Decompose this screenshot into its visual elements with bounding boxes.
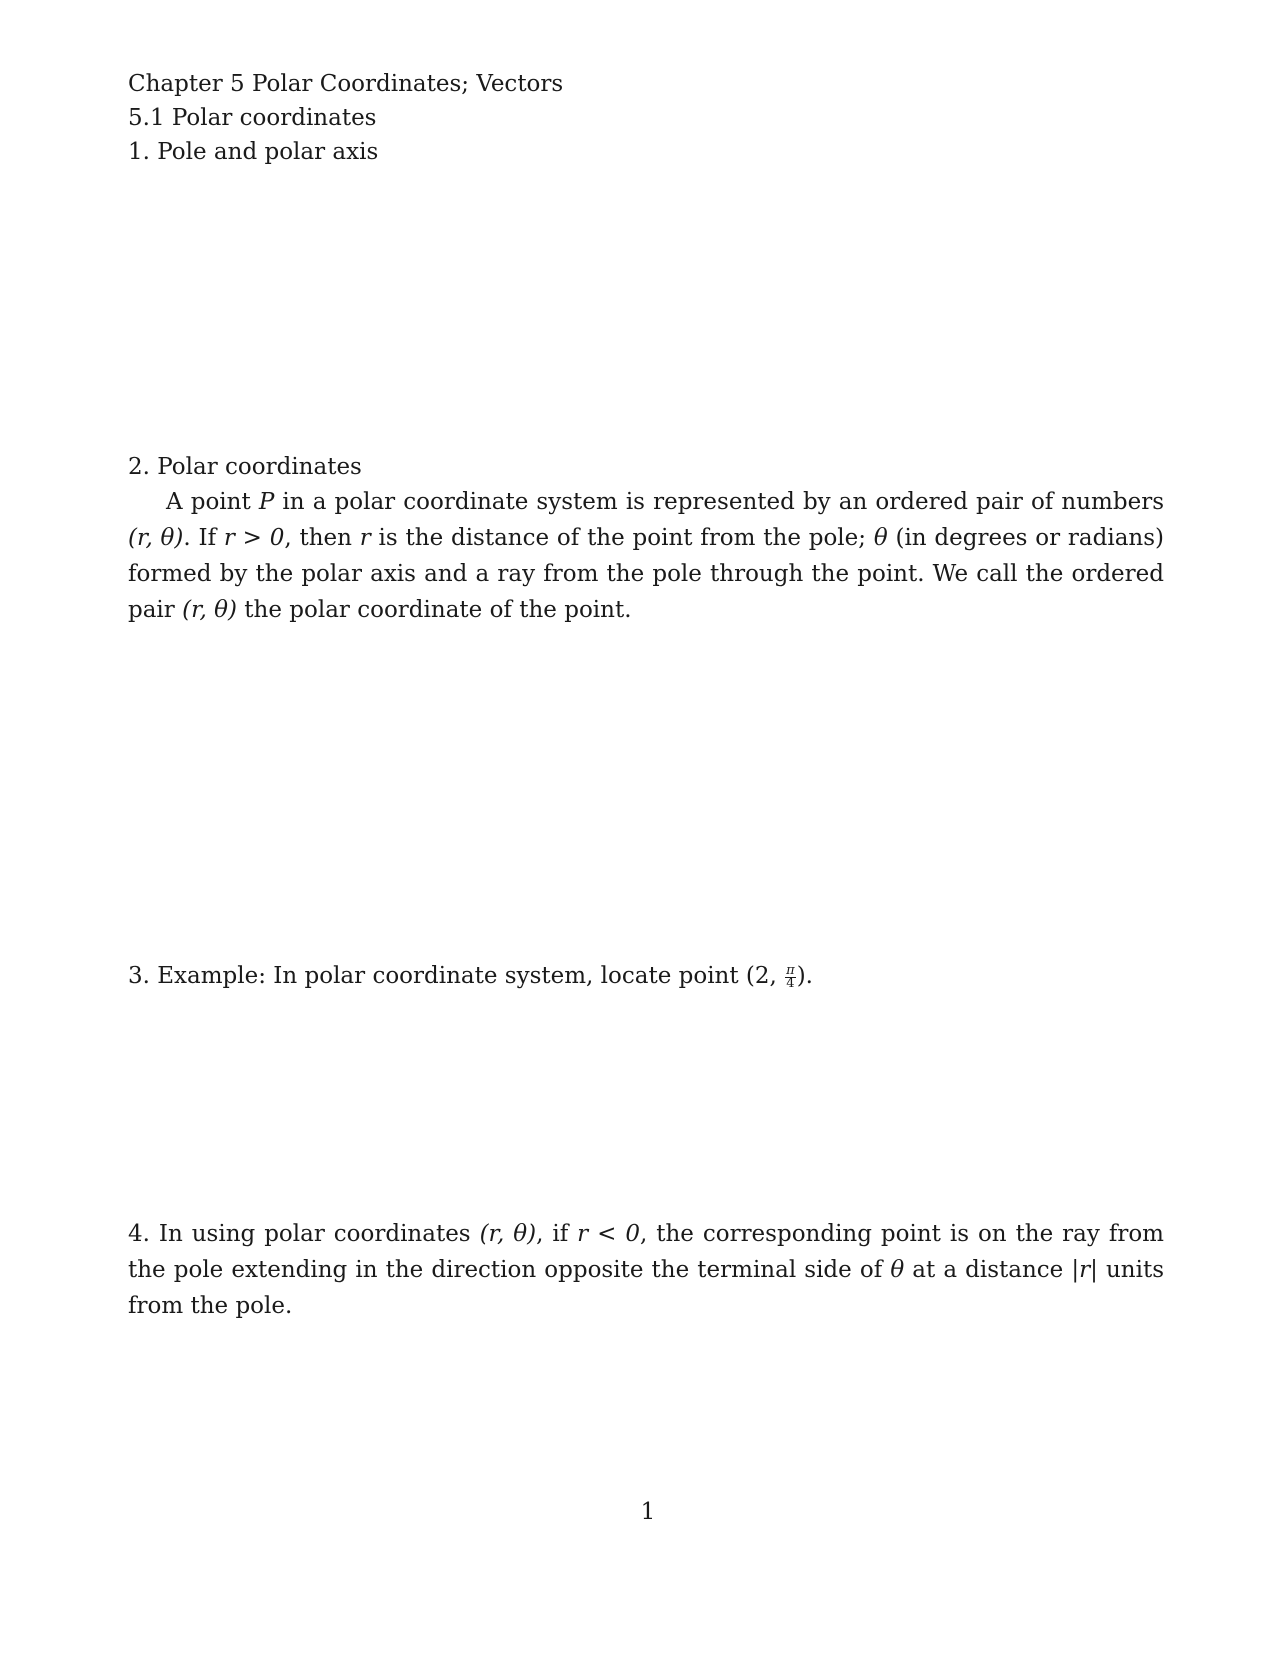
math-r-theta-item4: (r, θ) <box>479 1221 537 1247</box>
math-r-gt-0: r > 0 <box>223 525 285 551</box>
item3-example: 3. Example: In polar coordinate system, locate point (2, $\frac{\pi}{4}$ ). <box>128 962 813 991</box>
section-title: 5.1 Polar coordinates <box>128 105 377 131</box>
math-abs-r: |r| <box>1071 1257 1098 1283</box>
math-r-lt-0: r < 0 <box>577 1221 640 1247</box>
math-P: P <box>258 489 275 515</box>
math-r-theta: (r, θ) <box>128 525 184 551</box>
fraction-pi-over-4: $\frac{\pi}{4}$ <box>786 962 795 991</box>
item1-heading: 1. Pole and polar axis <box>128 139 379 165</box>
math-r: r <box>359 525 371 551</box>
math-r-theta-2: (r, θ) <box>182 597 237 623</box>
item4-paragraph: 4. In using polar coordinates (r, θ), if r < 0, the corresponding point is on the ray from the pole extending in the direction opposite the terminal side of θ at a distance |r| units from the pole. <box>128 1221 1164 1319</box>
math-theta-item4: θ <box>890 1257 905 1283</box>
page-number: 1 <box>640 1499 656 1525</box>
chapter-title: Chapter 5 Polar Coordinates; Vectors <box>128 71 564 97</box>
item2-heading: 2. Polar coordinates <box>128 454 362 480</box>
math-theta: θ <box>873 525 888 551</box>
item2-paragraph: A point P in a polar coordinate system is represented by an ordered pair of numbers (r, θ). If r > 0, then r is the distance of the point from the pole; θ (in degrees or radians) formed by the polar axis and a ray from the pole through the point. We call the ordered pair (r, θ) the polar coordinate of the point. <box>128 489 1164 623</box>
